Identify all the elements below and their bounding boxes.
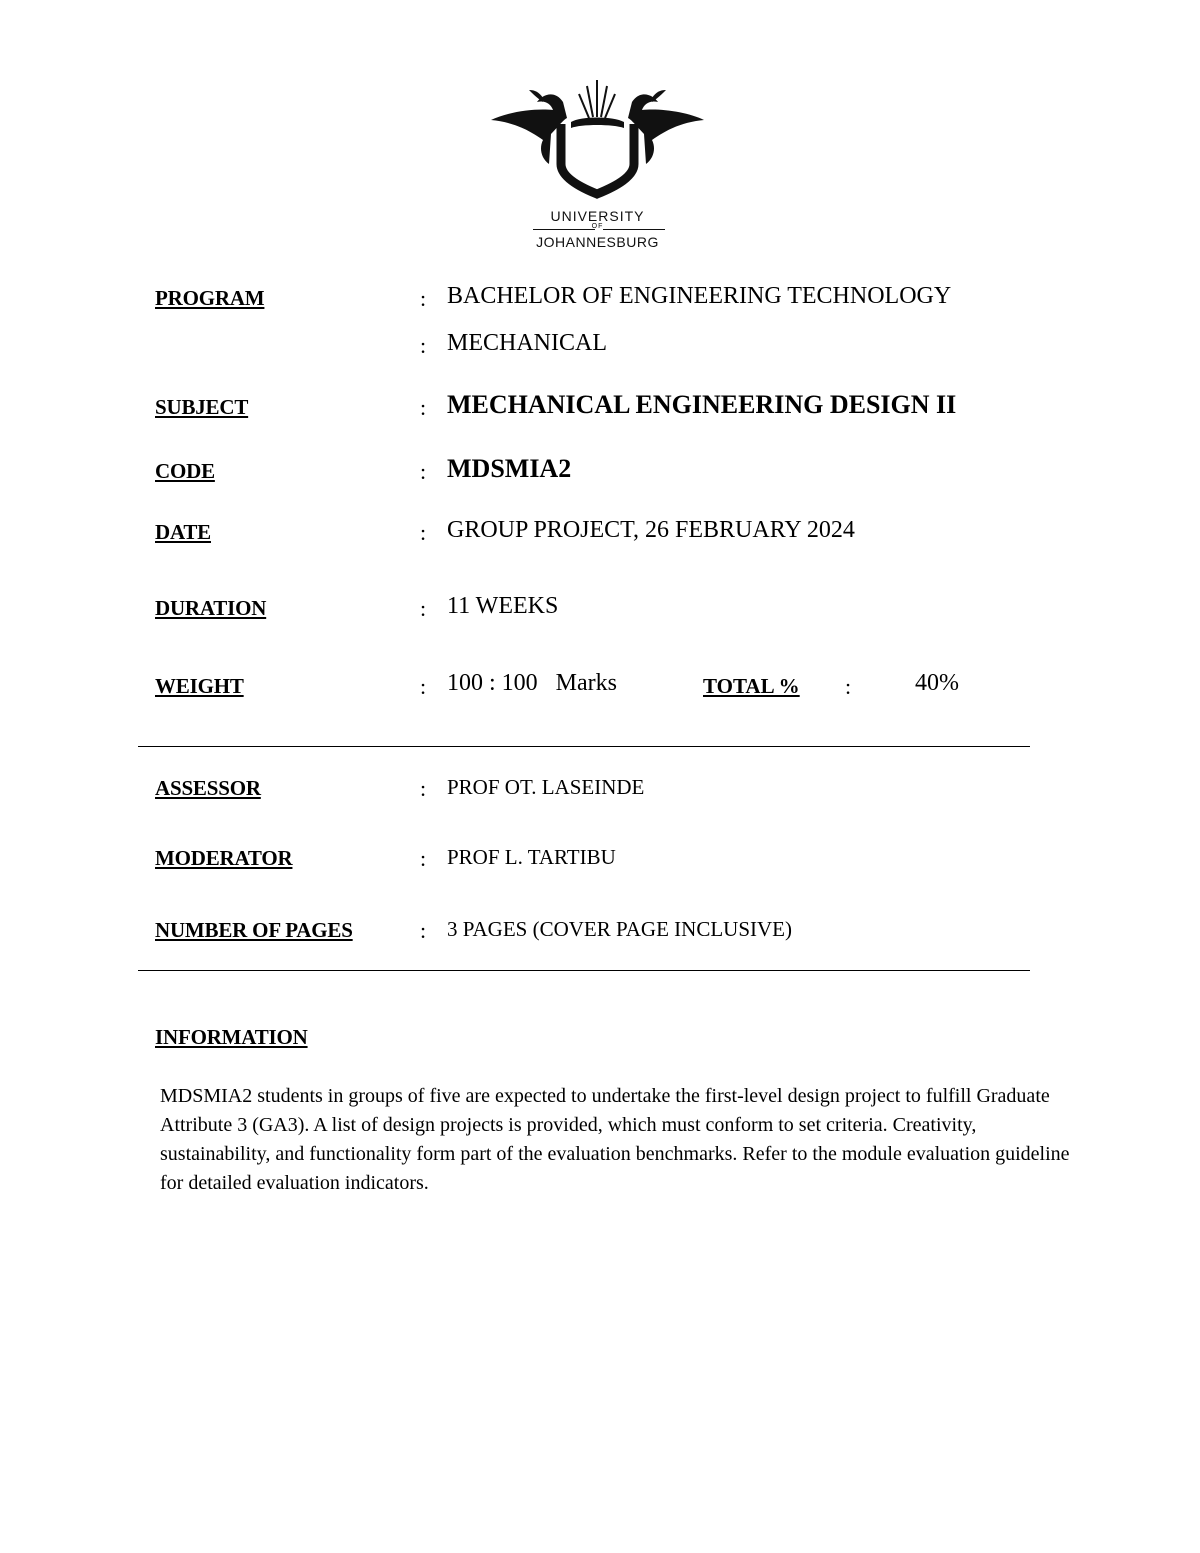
crest-icon	[485, 72, 710, 202]
code-label: CODE	[155, 459, 215, 483]
total-colon: :	[845, 674, 852, 699]
assessor-colon: :	[420, 776, 427, 801]
assessor-value: PROF OT. LASEINDE	[447, 775, 645, 799]
assessor-label: ASSESSOR	[155, 776, 261, 800]
duration-colon: :	[420, 596, 427, 621]
date-colon: :	[420, 520, 427, 545]
logo-rule-right	[603, 229, 665, 230]
divider-top	[138, 746, 1030, 747]
program-label: PROGRAM	[155, 286, 265, 310]
date-value: GROUP PROJECT, 26 FEBRUARY 2024	[447, 517, 855, 543]
total-value: 40%	[915, 670, 959, 696]
subject-value: MECHANICAL ENGINEERING DESIGN II	[447, 390, 957, 419]
information-body: MDSMIA2 students in groups of five are expected to undertake the first-level design project to fulfill Graduate Attribute 3 (GA3). A list of design projects is provided, which must conform to set criteria. Creativity, sustainability, and functionality form part of the evaluation benchmarks. Refer to the module evaluation guideline for detailed evaluation indicators.	[160, 1085, 1070, 1194]
program-colon-2: :	[420, 333, 427, 358]
moderator-label: MODERATOR	[155, 846, 293, 870]
moderator-value: PROF L. TARTIBU	[447, 845, 616, 869]
duration-label: DURATION	[155, 596, 267, 620]
subject-label: SUBJECT	[155, 395, 249, 419]
logo-of-text: OF	[591, 223, 604, 230]
duration-value: 11 WEEKS	[447, 593, 559, 619]
subject-colon: :	[420, 395, 427, 420]
date-label: DATE	[155, 520, 211, 544]
logo-university-text: UNIVERSITY	[550, 208, 645, 224]
pages-colon: :	[420, 918, 427, 943]
pages-value: 3 PAGES (COVER PAGE INCLUSIVE)	[447, 917, 792, 941]
program-value: BACHELOR OF ENGINEERING TECHNOLOGY	[447, 283, 952, 309]
weight-value: 100 : 100 Marks	[447, 670, 617, 696]
divider-bottom	[138, 970, 1030, 971]
weight-colon: :	[420, 674, 427, 699]
university-logo	[485, 72, 710, 252]
code-colon: :	[420, 459, 427, 484]
program-value-2: MECHANICAL	[447, 330, 607, 356]
pages-label: NUMBER OF PAGES	[155, 918, 353, 942]
weight-label: WEIGHT	[155, 674, 244, 698]
total-label: TOTAL %	[703, 674, 800, 698]
information-heading: INFORMATION	[155, 1025, 308, 1049]
program-colon: :	[420, 286, 427, 311]
moderator-colon: :	[420, 846, 427, 871]
logo-johannesburg-text: JOHANNESBURG	[536, 234, 659, 250]
code-value: MDSMIA2	[447, 454, 572, 483]
